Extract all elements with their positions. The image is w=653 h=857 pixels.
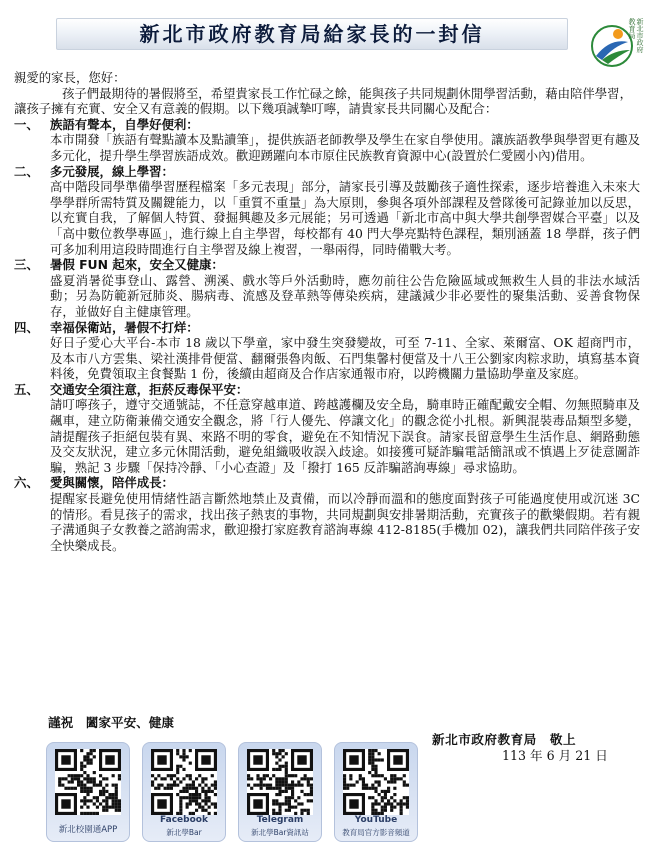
logo-caption: 新北市政府教育局 [628, 18, 644, 53]
section-heading: 五、 交通安全須注意，拒菸反毒保平安： [14, 381, 249, 397]
section-body: 請叮嚀孩子，遵守交通號誌，不任意穿越車道、跨越護欄及安全島，騎車時正確配戴安全帽、勿無照騎車及飆車，建立防衛兼備交通安全觀念，將「行人優先、停讓文化」的觀念從小扎根。新興混裝毒品類型多變，請提醒孩子拒絕包裝有異、來路不明的零食，避免在不知情況下誤食。請家長留意學生生活作息、網路動態及交友狀況，建立多元休閒活動，避免組織吸收誤入歧途。如接獲可疑詐騙電話簡訊或不慎遇上歹徒意圖詐騙，熟記 3 步驟「保持冷靜、「小心查證」及「撥打 165 反詐騙諮詢專線」尋求協助。 [50, 397, 640, 475]
section-1 [14, 117, 640, 164]
title-banner [56, 18, 568, 50]
qr-code-icon [247, 749, 313, 815]
signature-block [432, 732, 632, 764]
intro-paragraph: 孩子們最期待的暑假將至，希望貴家長工作忙碌之餘，能與孩子共同規劃休閒學習活動，藉由陪伴學習，讓孩子擁有充實、安全又有意義的假期。以下幾項誠摯叮嚀，請貴家長共同關心及配合： [14, 85, 632, 117]
qr-card-telegram[interactable] [238, 742, 322, 842]
section-body: 好日子愛心大平台-本市 18 歲以下學童，家中發生突發變故，可至 7-11、全家、萊爾富、OK 超商門市，及本市八方雲集、梁社漢排骨便當、翻爾張魯肉飯、石門集馨村便當及十八王公劉家肉粽求助，填寫基本資料後，免費領取主食餐點 1 份，後續由超商及合作店家通報市府，以跨機關力量協助學童及家庭。 [50, 335, 640, 382]
section-heading: 四、 幸福保衛站，暑假不打烊： [14, 319, 199, 335]
section-6 [14, 475, 640, 553]
qr-code-icon [151, 749, 217, 815]
letter-body [14, 70, 640, 553]
section-3 [14, 257, 640, 319]
section-body: 提醒家長避免使用情緒性語言斷然地禁止及責備，而以冷靜而溫和的態度面對孩子可能過度使用或沉迷 3C 的情形。看見孩子的需求，找出孩子熱衷的事物，共同規劃與安排暑期活動，充實孩子的歡樂假期。若有親子溝通與子女教養之諮詢需求，歡迎撥打家庭教育諮詢專線 412-8185(手機加 02)，讓我們共同陪伴孩子安全快樂成長。 [50, 491, 640, 553]
section-body: 本市開發「族語有聲點讀本及點讀筆」，提供族語老師教學及學生在家自學使用。讓族語教學與學習更有趣及多元化，提升學生學習族語成效。歡迎踴躍向本市原住民族教育資源中心(設置於仁愛國小內)借用。 [50, 132, 640, 163]
qr-card-youtube[interactable] [334, 742, 418, 842]
qr-card-app[interactable] [46, 742, 130, 842]
qr-sublabel: 教育局官方影音頻道 [342, 828, 410, 837]
section-heading: 六、 愛與關懷，陪伴成長： [14, 475, 174, 491]
qr-label: Telegram [256, 815, 304, 825]
qr-code-icon [343, 749, 409, 815]
qr-sublabel: 新北學Bar [166, 828, 202, 837]
qr-sublabel: 新北學Bar資訊站 [251, 828, 309, 837]
section-heading: 三、 暑假 FUN 起來，安全又健康： [14, 257, 224, 273]
qr-label: Facebook [160, 815, 208, 825]
section-heading: 一、 族語有聲本，自學好便利： [14, 116, 199, 132]
section-5 [14, 382, 640, 476]
signature-org: 新北市政府教育局 敬上 [432, 732, 577, 747]
qr-code-row [46, 742, 410, 842]
qr-code-icon [55, 749, 121, 815]
qr-label: YouTube [354, 815, 398, 825]
qr-card-facebook[interactable] [142, 742, 226, 842]
signature-date: 113 年 6 月 21 日 [502, 748, 608, 763]
section-2 [14, 164, 640, 258]
section-heading: 二、 多元發展，線上學習： [14, 163, 174, 179]
page-title: 新北市政府教育局給家長的一封信 [139, 22, 485, 46]
letter-header [56, 8, 644, 58]
qr-label: 新北校園通APP [58, 825, 118, 835]
section-4 [14, 320, 640, 382]
closing-wish: 謹祝 闔家平安、健康 [48, 715, 174, 730]
section-body: 高中階段同學準備學習歷程檔案「多元表現」部分，請家長引導及鼓勵孩子適性探索，逐步培養進入未來大學學群所需特質及關鍵能力，以「重質不重量」為大原則，參與各項外部課程及營隊後可記錄並加以反思，以充實自我，了解個人特質、發掘興趣及多元展能；另可透過「新北市高中與大學共創學習媒合平臺」以及「高中數位教學專區」，進行線上自主學習，每校都有 40 門大學亮點特色課程，類別涵蓋 18 學群，孩子們可多加利用這段時間進行自主學習及線上複習，一舉兩得，同時備戰大考。 [50, 179, 640, 257]
greeting: 親愛的家長，您好： [14, 70, 126, 85]
section-body: 盛夏消暑從事登山、露營、溯溪、戲水等戶外活動時，應勿前往公告危險區域或無救生人員的非法水域活動；另為防範新冠肺炎、腸病毒、流感及登革熱等傳染疾病，建議減少非必要性的聚集活動、妥善食物保存，並做好自主健康管理。 [50, 272, 640, 319]
